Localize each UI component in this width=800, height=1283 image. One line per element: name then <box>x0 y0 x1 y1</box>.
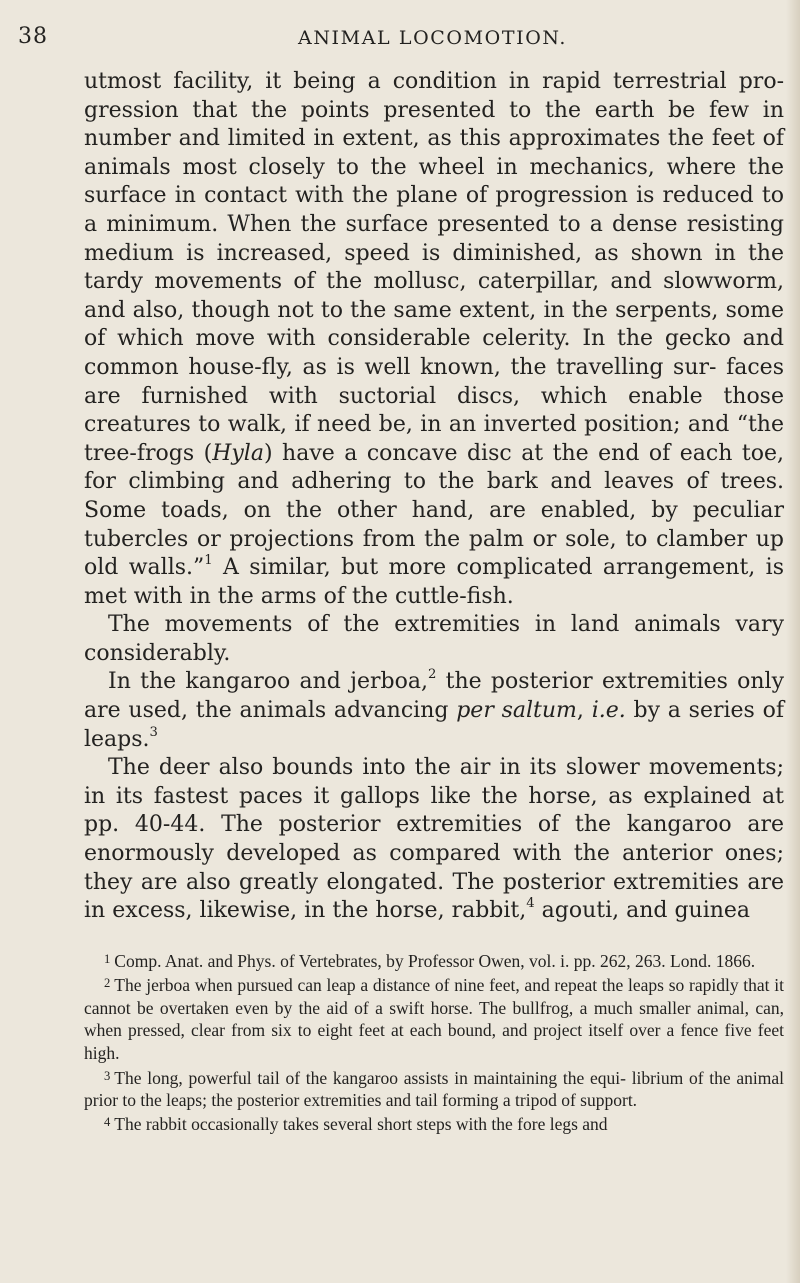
paragraph-2: The movements of the extremities in land animals vary considerably. <box>84 612 784 666</box>
footnote-ref-3: 3 <box>149 724 158 740</box>
footnote-ref-4: 4 <box>526 896 535 912</box>
ie-italic: i.e. <box>591 698 626 724</box>
paragraph-4: The deer also bounds into the air in its slower movements; in its fastest paces it gallops like the horse, as explained at pp. 40-44. The posterior extremities of the kangaroo are enormously developed as compared with the anterior ones; they are also greatly elongated. The posterior extremities are in excess, likewise, in the horse, rabbit,$^4$ agouti, and guinea <box>84 755 784 924</box>
footnote-mark: 2 <box>104 976 111 991</box>
footnote-3: $^3$ The long, powerful tail of the kangaroo assists in maintaining the equi- librium of the animal prior to the leaps; the posterior extremities and tail forming a tripod of support. <box>84 1067 784 1110</box>
footnote-mark: 1 <box>104 952 111 966</box>
footnote-ref-2: 2 <box>427 667 437 683</box>
footnote-1: $^1$ Comp. Anat. and Phys. of Vertebrates, by Professor Owen, vol. i. pp. 262, 263. Lond. 1866. <box>104 950 756 971</box>
per-saltum-italic: per saltum <box>456 698 577 724</box>
footnote-mark: 3 <box>104 1068 111 1083</box>
footnote-ref-1: 1 <box>204 553 213 569</box>
page-edge-shadow <box>786 0 800 1283</box>
footnote-2: $^2$ The jerboa when pursued can leap a distance of nine feet, and repeat the leaps so rapidly that it cannot be overtaken even by the aid of a swift horse. The bullfrog, a much smaller animal, can, when pressed, clear from six to eight feet at each bound, and project itself over a fence five feet high. <box>84 975 784 1063</box>
running-head: ANIMAL LOCOMOTION. <box>298 27 568 49</box>
paragraph-1: utmost facility, it being a condition in rapid terrestrial pro- gression that the points presented to the earth be few in number and limited in extent, as this approximates the feet of animals most closely to the wheel in mechanics, where the surface in contact with the plane of progression is reduced to a minimum. When the surface presented to a dense resisting medium is increased, speed is diminished, as shown in the tardy movements of the mollusc, caterpillar, and slowworm, and also, though not to the same extent, in the serpents, some of which move with considerable celerity. In the gecko and common house-fly, as is well known, the travelling sur- faces are furnished with suctorial discs, which enable those creatures to walk, if need be, in an inverted position; and “the tree-frogs (Hyla) have a concave disc at the end of each toe, for climbing and adhering to the bark and leaves of trees. Some toads, on the other hand, are enabled, by peculiar tubercles or projections from the palm or sole, to clamber up old walls.”$^1$ A similar, but more complicated arrangement, is met with in the arms of the cuttle-fish. <box>84 69 784 609</box>
hyla-italic: Hyla <box>212 440 264 466</box>
page-number: 38 <box>18 24 48 49</box>
footnote-mark: 4 <box>104 1115 111 1130</box>
body-text <box>84 68 784 926</box>
footnotes <box>84 948 784 1136</box>
footnote-4: $^4$ The rabbit occasionally takes several short steps with the fore legs and <box>104 1114 608 1135</box>
page-header <box>0 16 800 50</box>
paragraph-3: In the kangaroo and jerboa,$^2$ the posterior extremities only are used, the animals advancing per saltum, i.e. by a series of leaps.$^3$ <box>84 667 784 752</box>
